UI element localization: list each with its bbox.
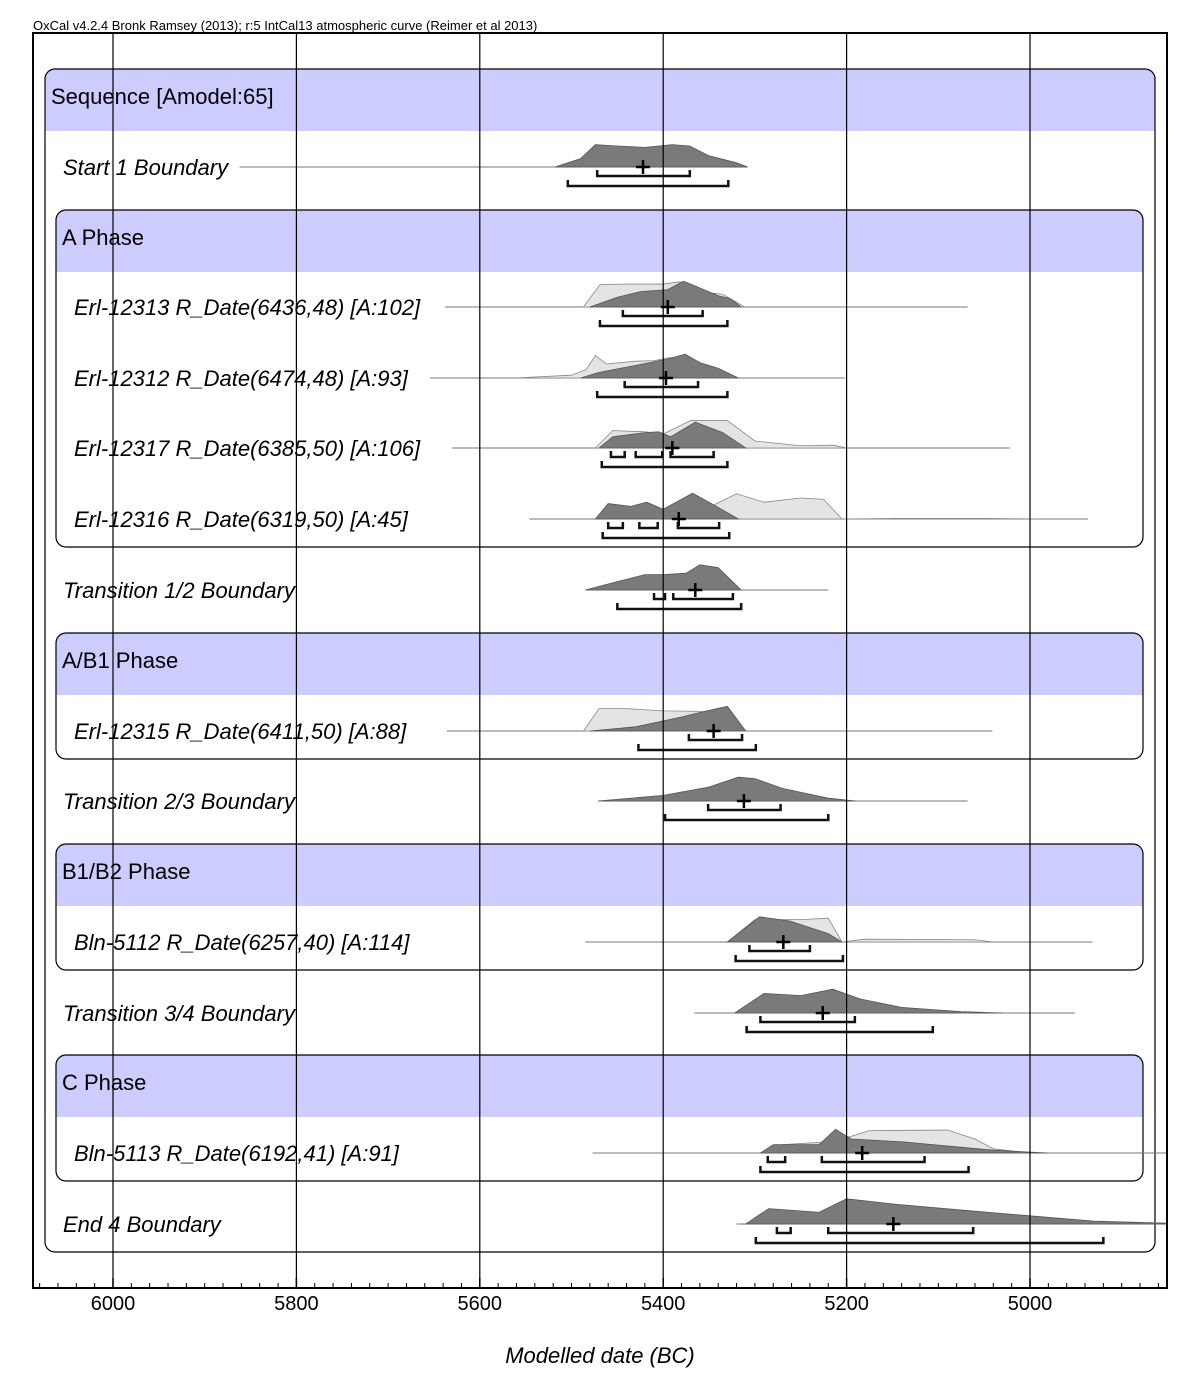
group-boxes xyxy=(45,69,1155,1252)
row-label: Erl-12312 R_Date(6474,48) [A:93] xyxy=(74,366,408,391)
sequence-label: Sequence [Amodel:65] xyxy=(51,84,274,109)
x-axis xyxy=(40,1278,1159,1315)
chart-title: OxCal v4.2.4 Bronk Ramsey (2013); r:5 IntCal13 atmospheric curve (Reimer et al 2013) xyxy=(33,18,538,33)
phase-label: A/B1 Phase xyxy=(62,648,179,673)
phase-header xyxy=(56,1055,1143,1117)
phase-header xyxy=(56,844,1143,906)
phase-header xyxy=(56,633,1143,695)
tick-label: 5600 xyxy=(457,1293,503,1315)
row-label: Transition 3/4 Boundary xyxy=(63,1001,295,1026)
tick-label: 5800 xyxy=(274,1293,319,1315)
row-label: Transition 2/3 Boundary xyxy=(63,789,295,814)
row-label: Erl-12317 R_Date(6385,50) [A:106] xyxy=(74,436,421,461)
phase-label: C Phase xyxy=(62,1070,147,1095)
phase-header xyxy=(56,210,1143,272)
x-axis-label: Modelled date (BC) xyxy=(505,1343,695,1368)
row-label: Erl-12316 R_Date(6319,50) [A:45] xyxy=(74,507,408,532)
tick-label: 5200 xyxy=(824,1293,869,1315)
row-label: Bln-5113 R_Date(6192,41) [A:91] xyxy=(74,1141,399,1166)
phase-label: B1/B2 Phase xyxy=(62,859,191,884)
row-label: Erl-12313 R_Date(6436,48) [A:102] xyxy=(74,295,421,320)
tick-label: 5000 xyxy=(1007,1293,1053,1315)
row-label: End 4 Boundary xyxy=(63,1212,221,1237)
row-label: Start 1 Boundary xyxy=(63,155,229,180)
row-label: Erl-12315 R_Date(6411,50) [A:88] xyxy=(74,719,407,744)
tick-label: 5400 xyxy=(640,1293,686,1315)
row-label: Transition 1/2 Boundary xyxy=(63,578,295,603)
tick-label: 6000 xyxy=(90,1293,136,1315)
row-label: Bln-5112 R_Date(6257,40) [A:114] xyxy=(74,930,410,955)
phase-label: A Phase xyxy=(62,225,144,250)
